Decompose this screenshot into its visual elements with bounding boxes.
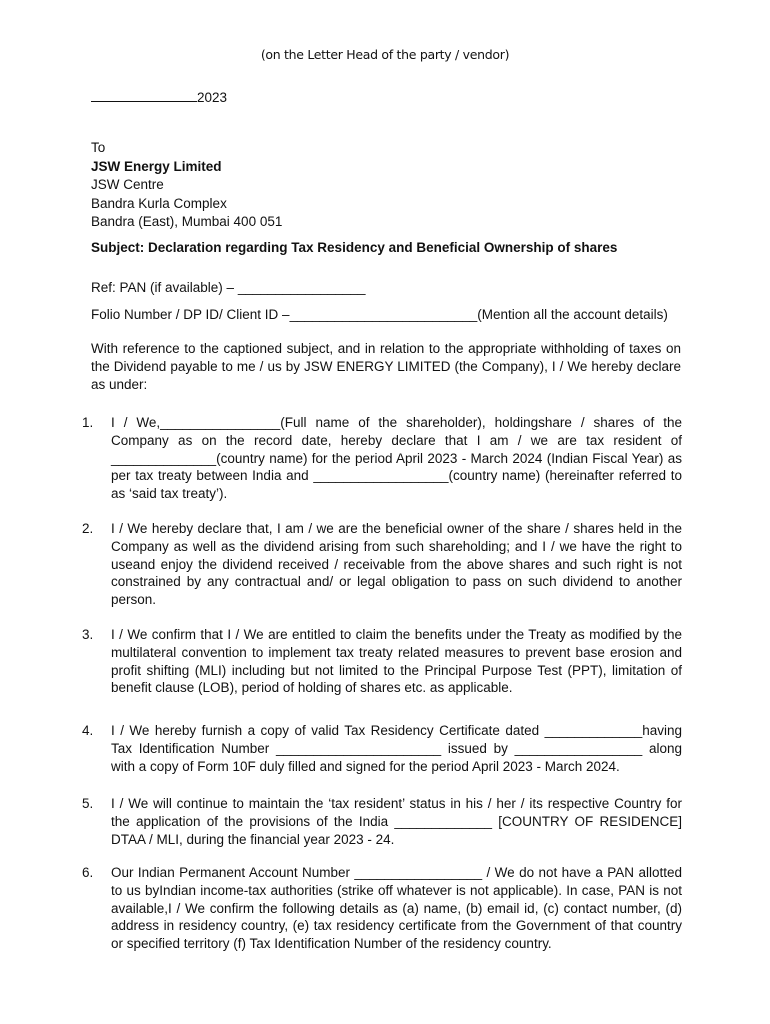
- item-text: I / We will continue to maintain the ‘tax resident’ status in his / her / its respective Country for the application of the provisions of the India _____________ [COUNTRY OF RESIDENCE] DTAA / MLI, during the financial year 2023 - 24.: [111, 796, 682, 847]
- folio-blank: _________________________: [289, 307, 478, 322]
- folio-line: [91, 307, 681, 322]
- ref-pan-label: Ref: PAN (if available) –: [91, 280, 238, 295]
- addressee-to: To: [91, 140, 106, 155]
- addressee-block: [91, 139, 282, 232]
- date-blank: [91, 89, 197, 102]
- date-year: 2023: [197, 90, 228, 105]
- date-line: [91, 89, 227, 105]
- declaration-item-2: [82, 520, 682, 609]
- declaration-item-1: [82, 414, 682, 503]
- item-number: 5.: [82, 796, 94, 811]
- item-text: I / We hereby declare that, I am / we are the beneficial owner of the share / shares held in the Company as well as the dividend arising from such shareholding; and I / we have the right to useand enjoy the dividend received / receivable from the above shares and such right is not constrained by any contractual and/ or legal obligation to pass on such dividend to another person.: [111, 521, 682, 608]
- letterhead-note: (on the Letter Head of the party / vendor): [260, 47, 510, 62]
- item-number: 4.: [82, 723, 94, 738]
- ref-pan-blank: _________________: [237, 280, 366, 295]
- item-number: 1.: [82, 415, 94, 430]
- declaration-item-3: [82, 626, 682, 697]
- item-number: 6.: [82, 865, 94, 880]
- addressee-line1: JSW Centre: [91, 177, 164, 192]
- item-text: I / We,________________(Full name of the shareholder), holdingshare / shares of the Company as on the record date, hereby declare that I am / we are tax resident of ______________(country name) for the period April 2023 - March 2024 (Indian Fiscal Year) as per tax treaty between India and __________________(country name) (hereinafter referred to as ‘said tax treaty’).: [111, 415, 682, 502]
- item-number: 3.: [82, 627, 94, 642]
- addressee-line3: Bandra (East), Mumbai 400 051: [91, 214, 283, 229]
- ref-pan-line: [91, 280, 365, 295]
- item-number: 2.: [82, 521, 94, 536]
- addressee-line2: Bandra Kurla Complex: [91, 195, 227, 211]
- folio-suffix: (Mention all the account details): [477, 307, 668, 322]
- addressee-company: JSW Energy Limited: [91, 158, 222, 174]
- item-text: I / We hereby furnish a copy of valid Tax Residency Certificate dated _____________having Tax Identification Number ______________________ issued by _________________ along with a copy of Form 10F duly filled and signed for the period April 2023 - March 2024.: [111, 723, 682, 774]
- declaration-item-6: [82, 864, 682, 953]
- intro-paragraph: With reference to the captioned subject, and in relation to the appropriate withholding of taxes on the Dividend payable to me / us by JSW ENERGY LIMITED (the Company), I / We hereby declare as under:: [91, 341, 681, 392]
- subject-line: Subject: Declaration regarding Tax Residency and Beneficial Ownership of shares: [91, 240, 618, 255]
- folio-label: Folio Number / DP ID/ Client ID –: [91, 307, 290, 322]
- item-text: I / We confirm that I / We are entitled to claim the benefits under the Treaty as modified by the multilateral convention to implement tax treaty related measures to prevent base erosion and profit shifting (MLI) including but not limited to the Principal Purpose Test (PPT), limitation of benefit clause (LOB), period of holding of shares etc. as applicable.: [111, 627, 682, 696]
- declaration-item-4: [82, 722, 682, 775]
- item-text: Our Indian Permanent Account Number _________________ / We do not have a PAN allotted to us byIndian income-tax authorities (strike off whatever is not applicable). In case, PAN is not available,I / We confirm the following details as (a) name, (b) email id, (c) contact number, (d) address in residency country, (e) tax residency certificate from the Government of that country or specified territory (f) Tax Identification Number of the residency country.: [111, 865, 682, 952]
- declaration-item-5: [82, 795, 682, 848]
